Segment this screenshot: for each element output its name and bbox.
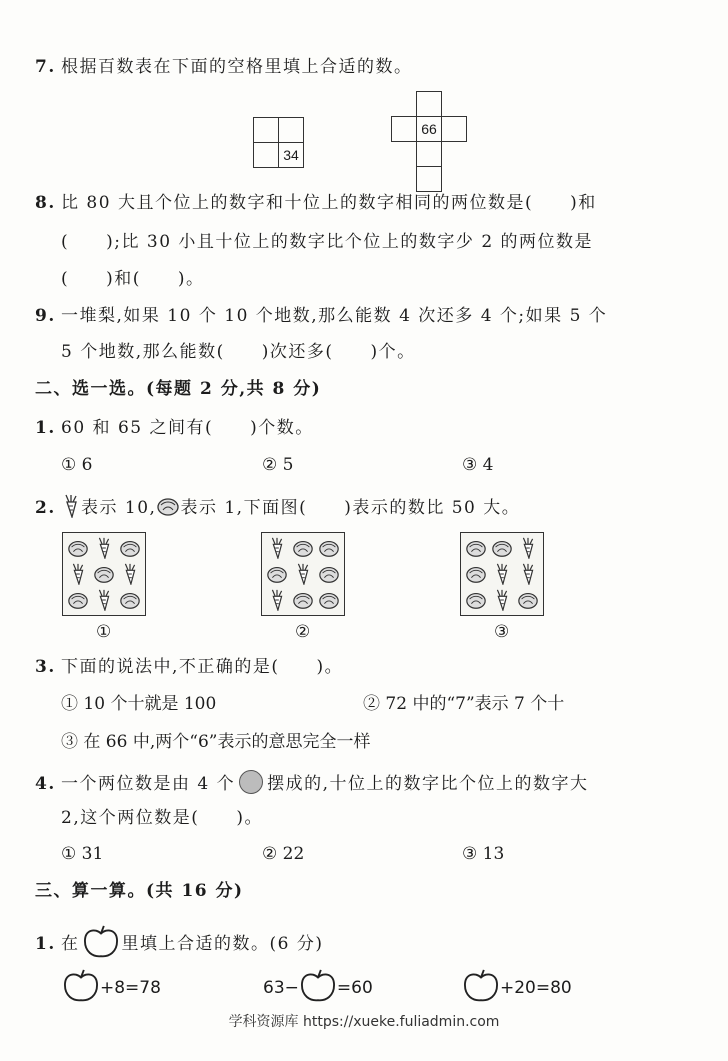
grid-b-cell[interactable] bbox=[392, 117, 417, 142]
s3q1-text-1: 在 bbox=[61, 934, 80, 954]
s2q4-line2: 2,这个两位数是( )。 bbox=[61, 808, 263, 828]
apple-answer-box[interactable] bbox=[62, 969, 100, 1003]
picture-option-3[interactable] bbox=[460, 532, 544, 616]
equation-1 bbox=[62, 969, 161, 1003]
carrot-icon bbox=[73, 564, 82, 584]
grid-b-cell[interactable] bbox=[417, 142, 442, 167]
s2q2-number: 2. bbox=[35, 498, 56, 518]
q8-line3: ( )和( )。 bbox=[61, 269, 205, 289]
footer-watermark: 学科资源库 https://xueke.fuliadmin.com bbox=[228, 1014, 500, 1030]
s2q4-option-3[interactable]: ③ 13 bbox=[462, 844, 505, 864]
s2q1-line bbox=[35, 417, 314, 439]
grid-b-cell[interactable] bbox=[417, 92, 442, 117]
cabbage-icon bbox=[467, 568, 485, 583]
s2q3-option-1[interactable]: ① 10 个十就是 100 bbox=[61, 694, 217, 714]
grid-b-cell[interactable] bbox=[417, 167, 442, 192]
picture-option-2[interactable] bbox=[261, 532, 345, 616]
cabbage-icon bbox=[320, 594, 338, 609]
s2q1-option-3[interactable]: ③ 4 bbox=[462, 455, 494, 475]
carrot-icon bbox=[497, 590, 506, 610]
section-2-title: 二、选一选。(每题 2 分,共 8 分) bbox=[35, 379, 322, 399]
cabbage-icon bbox=[69, 542, 87, 557]
grid-b-cell[interactable] bbox=[442, 117, 467, 142]
s3q1-number: 1. bbox=[35, 934, 56, 954]
q8-number: 8. bbox=[35, 193, 56, 213]
grid-a-cell-given: 34 bbox=[279, 143, 304, 168]
s2q2-text-2: 表示 1,下面图( )表示的数比 50 大。 bbox=[180, 498, 521, 518]
q9-line2: 5 个地数,那么能数( )次还多( )个。 bbox=[61, 342, 416, 362]
equation-1-text: +8=78 bbox=[100, 978, 161, 998]
s2q3-option-2[interactable]: ② 72 中的“7”表示 7 个十 bbox=[363, 694, 565, 714]
grid-a-cell[interactable] bbox=[254, 143, 279, 168]
q8-line2: ( );比 30 小且十位上的数字比个位上的数字少 2 的两位数是 bbox=[61, 232, 594, 252]
s2q3-text: 下面的说法中,不正确的是( )。 bbox=[61, 657, 344, 677]
section-3-title: 三、算一算。(共 16 分) bbox=[35, 881, 244, 901]
carrot-icon bbox=[61, 494, 81, 518]
s2q1-option-2[interactable]: ② 5 bbox=[262, 455, 294, 475]
cabbage-icon bbox=[268, 568, 286, 583]
s2q2-line bbox=[35, 494, 520, 519]
cabbage-icon bbox=[467, 542, 485, 557]
equation-2-text-b: =60 bbox=[336, 978, 373, 998]
cabbage-icon bbox=[320, 542, 338, 557]
cabbage-icon bbox=[294, 594, 312, 609]
carrot-icon bbox=[523, 538, 532, 558]
q9-number: 9. bbox=[35, 306, 56, 326]
cabbage-icon bbox=[294, 542, 312, 557]
s2q4-line1 bbox=[35, 770, 589, 795]
s2q2-text-1: 表示 10, bbox=[81, 498, 157, 518]
s2q4-text-2: 摆成的,十位上的数字比个位上的数字大 bbox=[267, 774, 589, 794]
grid-a-cell[interactable] bbox=[279, 118, 304, 143]
picture-option-1[interactable] bbox=[62, 532, 146, 616]
carrot-icon bbox=[272, 590, 281, 610]
apple-icon bbox=[82, 925, 120, 959]
carrot-icon bbox=[497, 564, 506, 584]
s2q3-option-3[interactable]: ③ 在 66 中,两个“6”表示的意思完全一样 bbox=[61, 732, 371, 752]
cabbage-icon bbox=[69, 594, 87, 609]
q8-line1 bbox=[35, 192, 597, 214]
carrot-icon bbox=[523, 564, 532, 584]
cabbage-icon bbox=[121, 542, 139, 557]
s2q4-option-2[interactable]: ② 22 bbox=[262, 844, 305, 864]
s2q1-option-1[interactable]: ① 6 bbox=[61, 455, 93, 475]
equation-3 bbox=[462, 969, 572, 1003]
s2q4-option-1[interactable]: ① 31 bbox=[61, 844, 104, 864]
picture-caption-2: ② bbox=[295, 622, 311, 642]
grid-a-cell[interactable] bbox=[254, 118, 279, 143]
cabbage-icon bbox=[493, 542, 511, 557]
carrot-icon bbox=[99, 590, 108, 610]
q7-number: 7. bbox=[35, 57, 56, 77]
s2q3-line bbox=[35, 656, 343, 678]
hundred-grid-a bbox=[253, 117, 304, 168]
q7-text: 根据百数表在下面的空格里填上合适的数。 bbox=[61, 57, 413, 77]
carrot-icon bbox=[272, 538, 281, 558]
carrot-icon bbox=[99, 538, 108, 558]
cabbage-icon bbox=[467, 594, 485, 609]
q9-text-1: 一堆梨,如果 10 个 10 个地数,那么能数 4 次还多 4 个;如果 5 个 bbox=[61, 306, 608, 326]
vegetables-group bbox=[461, 533, 543, 615]
cabbage-icon bbox=[95, 568, 113, 583]
picture-caption-3: ③ bbox=[494, 622, 510, 642]
equation-2 bbox=[263, 969, 373, 1003]
q9-line1 bbox=[35, 305, 607, 327]
s3q1-line bbox=[35, 925, 323, 959]
s2q1-number: 1. bbox=[35, 418, 56, 438]
carrot-icon bbox=[298, 564, 307, 584]
s2q4-text-1: 一个两位数是由 4 个 bbox=[61, 774, 236, 794]
cabbage-icon bbox=[519, 594, 537, 609]
vegetables-group bbox=[262, 533, 344, 615]
q8-text-1: 比 80 大且个位上的数字和十位上的数字相同的两位数是( )和 bbox=[61, 193, 597, 213]
apple-answer-box[interactable] bbox=[462, 969, 500, 1003]
apple-answer-box[interactable] bbox=[299, 969, 337, 1003]
cabbage-icon bbox=[156, 495, 180, 517]
cabbage-icon bbox=[121, 594, 139, 609]
grid-b-cell-given: 66 bbox=[417, 117, 442, 142]
equation-2-text-a: 63− bbox=[263, 978, 299, 998]
hundred-grid-b bbox=[391, 91, 467, 192]
s2q4-number: 4. bbox=[35, 774, 56, 794]
cabbage-icon bbox=[320, 568, 338, 583]
s2q1-text: 60 和 65 之间有( )个数。 bbox=[61, 418, 314, 438]
q7-line bbox=[35, 56, 413, 78]
carrot-icon bbox=[125, 564, 134, 584]
s2q3-number: 3. bbox=[35, 657, 56, 677]
circle-icon bbox=[239, 770, 263, 794]
picture-caption-1: ① bbox=[96, 622, 112, 642]
equation-3-text: +20=80 bbox=[500, 978, 572, 998]
vegetables-group bbox=[63, 533, 145, 615]
s3q1-text-2: 里填上合适的数。(6 分) bbox=[121, 934, 324, 954]
